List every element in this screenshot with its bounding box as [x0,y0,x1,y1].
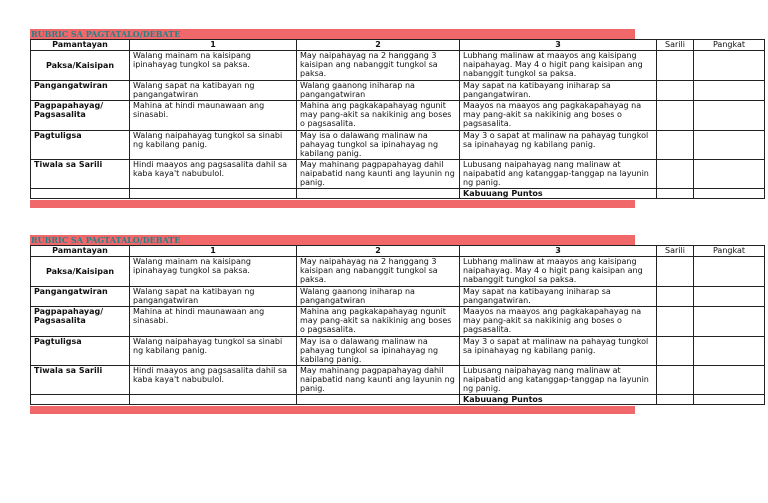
group-total-cell[interactable] [694,395,765,405]
descriptor-1: Mahina at hindi maunawaan ang sinasabi. [130,307,297,337]
descriptor-2: May mahinang pagpapahayag dahil naipabatid nang kaunti ang layunin ng panig. [297,366,460,395]
descriptor-3: May 3 o sapat at malinaw na pahayag tungkol sa ipinahayag ng kabilang panig. [460,131,657,160]
descriptor-1: Walang naipahayag tungkol sa sinabi ng kabilang panig. [130,337,297,366]
header-score-3: 3 [460,246,657,257]
table-row [31,131,765,160]
table-row [31,287,765,307]
header-score-1: 1 [130,246,297,257]
header-self: Sarili [657,40,694,51]
rubric-table [30,39,765,199]
descriptor-1: Hindi maayos ang pagsasalita dahil sa kaba kaya't nabubulol. [130,160,297,189]
self-total-cell[interactable] [657,189,694,199]
empty-cell [130,395,297,405]
header-criteria: Pamantayan [31,246,130,257]
criterion-label: Pagtuligsa [31,131,130,160]
table-row [31,337,765,366]
group-score-cell[interactable] [694,160,765,189]
descriptor-1: Walang sapat na katibayan ng pangangatwiran [130,287,297,307]
self-score-cell[interactable] [657,81,694,101]
group-score-cell[interactable] [694,366,765,395]
descriptor-2: May isa o dalawang malinaw na pahayag tungkol sa ipinahayag ng kabilang panig. [297,337,460,366]
self-score-cell[interactable] [657,257,694,287]
descriptor-2: May naipahayag na 2 hanggang 3 kaisipan ang nabanggit tungkol sa paksa. [297,257,460,287]
header-score-3: 3 [460,40,657,51]
total-label: Kabuuang Puntos [460,189,657,199]
self-score-cell[interactable] [657,337,694,366]
total-row [31,395,765,405]
header-row [31,40,765,51]
self-score-cell[interactable] [657,51,694,81]
descriptor-1: Walang sapat na katibayan ng pangangatwiran [130,81,297,101]
group-score-cell[interactable] [694,81,765,101]
table-row [31,101,765,131]
self-score-cell[interactable] [657,366,694,395]
criterion-label: Pagtuligsa [31,337,130,366]
descriptor-2: Mahina ang pagkakapahayag ngunit may pang-akit sa nakikinig ang boses o pagsasalita. [297,307,460,337]
empty-cell [31,189,130,199]
criterion-label: Paksa/Kaisipan [31,51,130,81]
criterion-label: Tiwala sa Sarili [31,366,130,395]
header-row [31,246,765,257]
descriptor-2: Walang gaanong iniharap na pangangatwiran [297,81,460,101]
rubric-bottom-band [30,200,635,208]
header-score-2: 2 [297,246,460,257]
self-score-cell[interactable] [657,101,694,131]
table-row [31,307,765,337]
descriptor-2: May mahinang pagpapahayag dahil naipabatid nang kaunti ang layunin ng panig. [297,160,460,189]
descriptor-3: Lubhang malinaw at maayos ang kaisipang naipahayag. May 4 o higit pang kaisipan ang nabanggit tungkol sa paksa. [460,51,657,81]
empty-cell [31,395,130,405]
descriptor-3: May sapat na katibayang iniharap sa pangangatwiran. [460,287,657,307]
descriptor-1: Walang mainam na kaisipang ipinahayag tungkol sa paksa. [130,257,297,287]
descriptor-3: Maayos na maayos ang pagkakapahayag na may pang-akit sa nakikinig ang boses o pagsasalita. [460,307,657,337]
criterion-label: Pangangatwiran [31,81,130,101]
self-score-cell[interactable] [657,287,694,307]
rubric-title: RUBRIC SA PAGTATALO/DEBATE [30,29,635,39]
rubric-table [30,245,765,405]
rubric-block-2 [30,235,746,414]
empty-cell [130,189,297,199]
header-criteria: Pamantayan [31,40,130,51]
descriptor-2: May isa o dalawang malinaw na pahayag tungkol sa ipinahayag ng kabilang panig. [297,131,460,160]
criterion-label: Pagpapahayag/ Pagsasalita [31,101,130,131]
table-row [31,366,765,395]
group-score-cell[interactable] [694,51,765,81]
descriptor-1: Walang mainam na kaisipang ipinahayag tungkol sa paksa. [130,51,297,81]
descriptor-3: Lubusang naipahayag nang malinaw at naipabatid ang katanggap-tanggap na layunin ng panig. [460,366,657,395]
header-score-1: 1 [130,40,297,51]
self-score-cell[interactable] [657,131,694,160]
criterion-label: Paksa/Kaisipan [31,257,130,287]
header-score-2: 2 [297,40,460,51]
rubric-bottom-band [30,406,635,414]
descriptor-3: Lubusang naipahayag nang malinaw at naipabatid ang katanggap-tanggap na layunin ng panig. [460,160,657,189]
group-score-cell[interactable] [694,131,765,160]
table-row [31,257,765,287]
descriptor-3: May 3 o sapat at malinaw na pahayag tungkol sa ipinahayag ng kabilang panig. [460,337,657,366]
criterion-label: Pagpapahayag/ Pagsasalita [31,307,130,337]
empty-cell [297,395,460,405]
descriptor-3: May sapat na katibayang iniharap sa pangangatwiran. [460,81,657,101]
total-row [31,189,765,199]
self-score-cell[interactable] [657,160,694,189]
empty-cell [297,189,460,199]
descriptor-1: Mahina at hindi maunawaan ang sinasabi. [130,101,297,131]
criterion-label: Tiwala sa Sarili [31,160,130,189]
header-self: Sarili [657,246,694,257]
descriptor-2: May naipahayag na 2 hanggang 3 kaisipan ang nabanggit tungkol sa paksa. [297,51,460,81]
header-group: Pangkat [694,246,765,257]
group-score-cell[interactable] [694,257,765,287]
table-row [31,81,765,101]
descriptor-1: Walang naipahayag tungkol sa sinabi ng kabilang panig. [130,131,297,160]
descriptor-2: Mahina ang pagkakapahayag ngunit may pang-akit sa nakikinig ang boses o pagsasalita. [297,101,460,131]
descriptor-3: Maayos na maayos ang pagkakapahayag na may pang-akit sa nakikinig ang boses o pagsasalita. [460,101,657,131]
total-label: Kabuuang Puntos [460,395,657,405]
group-score-cell[interactable] [694,287,765,307]
rubric-title: RUBRIC SA PAGTATALO/DEBATE [30,235,635,245]
group-score-cell[interactable] [694,101,765,131]
table-row [31,160,765,189]
self-total-cell[interactable] [657,395,694,405]
descriptor-2: Walang gaanong iniharap na pangangatwiran [297,287,460,307]
group-total-cell[interactable] [694,189,765,199]
descriptor-3: Lubhang malinaw at maayos ang kaisipang naipahayag. May 4 o higit pang kaisipan ang nabanggit tungkol sa paksa. [460,257,657,287]
descriptor-1: Hindi maayos ang pagsasalita dahil sa kaba kaya't nabubulol. [130,366,297,395]
table-row [31,51,765,81]
self-score-cell[interactable] [657,307,694,337]
header-group: Pangkat [694,40,765,51]
criterion-label: Pangangatwiran [31,287,130,307]
rubric-block-1 [30,29,746,208]
group-score-cell[interactable] [694,307,765,337]
group-score-cell[interactable] [694,337,765,366]
